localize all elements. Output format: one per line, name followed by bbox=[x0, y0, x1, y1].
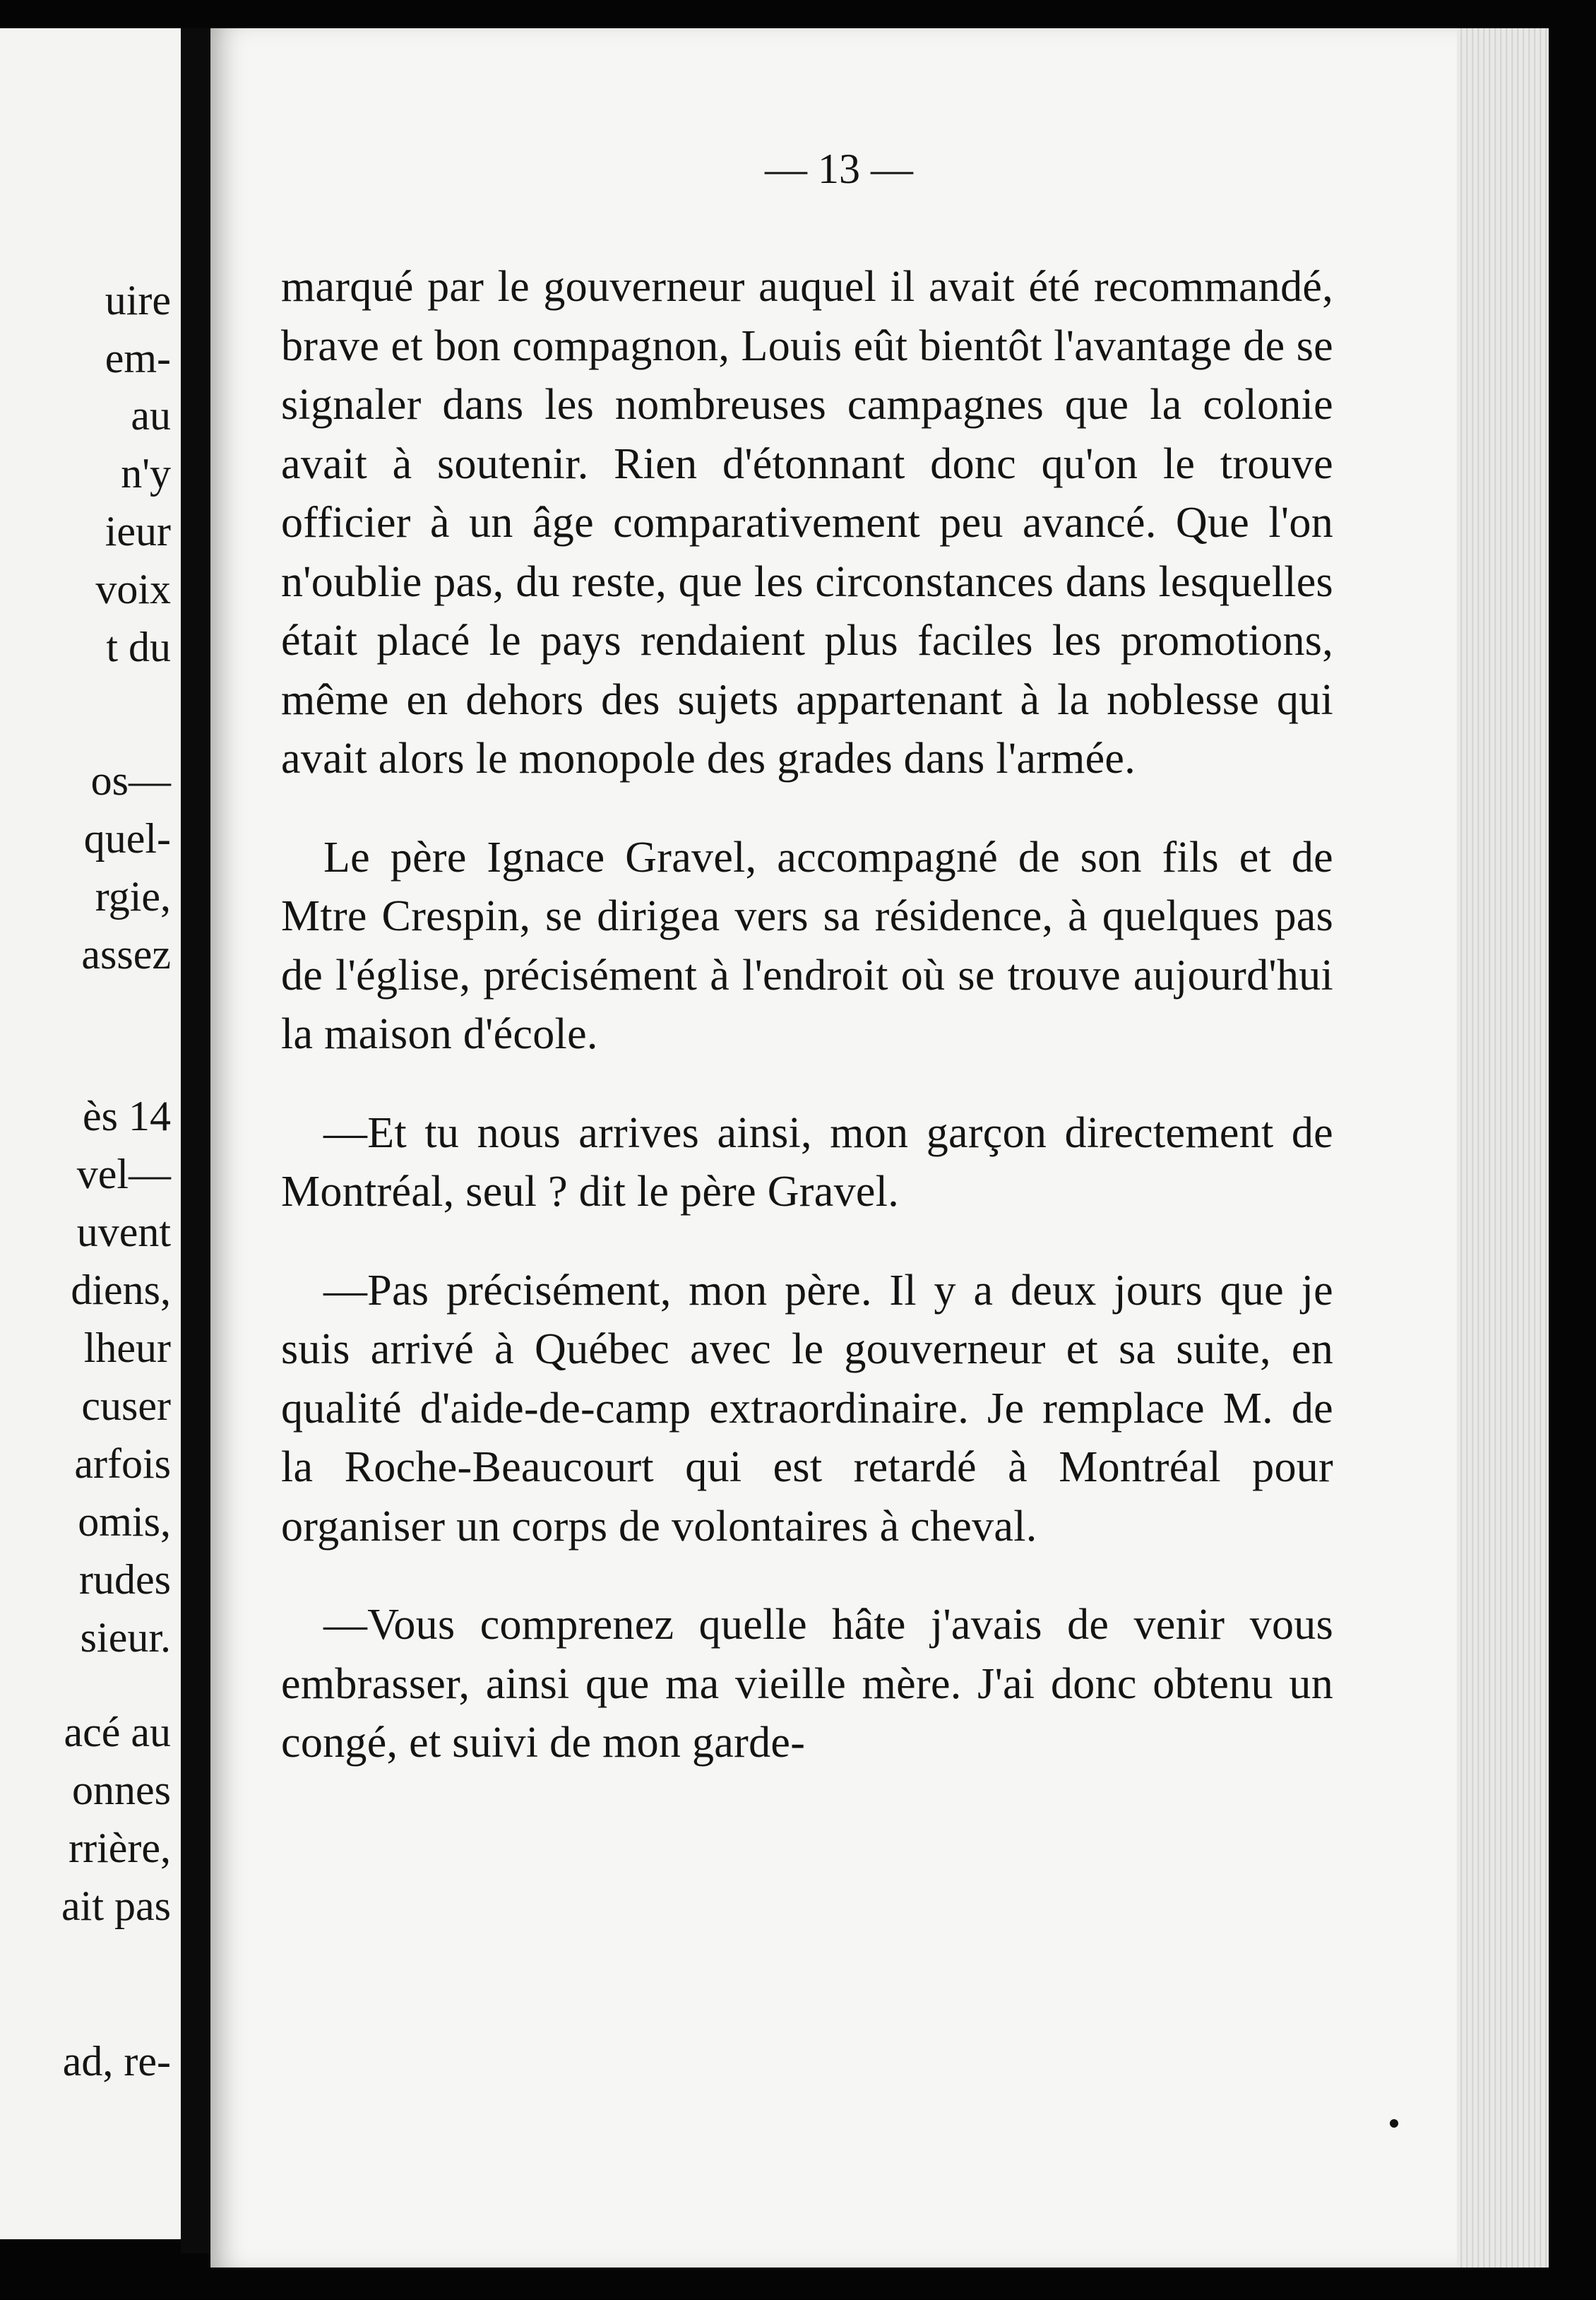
left-page-line: rgie, bbox=[95, 873, 171, 920]
left-page-line: omis, bbox=[78, 1498, 171, 1545]
paragraph: —Vous comprenez quelle hâte j'avais de venir vous embrasser, ainsi que ma vieille mère. J'ai donc obtenu un congé, et suivi de mon garde- bbox=[281, 1601, 1333, 1767]
left-page-line: voix bbox=[95, 566, 171, 612]
paragraph: —Pas précisément, mon père. Il y a deux jours que je suis arrivé à Québec avec le gouverneur et sa suite, en qualité d'aide-de-camp extraordinaire. Je remplace M. de la Roche-Beaucourt qui est retardé à Montréal pour organiser un corps de volontaires à cheval. bbox=[281, 1266, 1333, 1551]
left-page-line: em- bbox=[105, 335, 171, 381]
left-page-line: arfois bbox=[74, 1440, 171, 1487]
left-page-line: assez bbox=[81, 931, 171, 978]
book-gutter bbox=[181, 28, 210, 2253]
left-page-line: lheur bbox=[83, 1324, 171, 1371]
paragraph: —Et tu nous arrives ainsi, mon garçon directement de Montréal, seul ? dit le père Gravel. bbox=[281, 1108, 1333, 1216]
left-page-line: ieur bbox=[105, 508, 171, 555]
left-page-line: cuser bbox=[81, 1382, 171, 1429]
page-number: — 13 — bbox=[765, 146, 913, 192]
page-body bbox=[281, 258, 1333, 1773]
paragraph: Le père Ignace Gravel, accompagné de son fils et de Mtre Crespin, se dirigea vers sa résidence, à quelques pas de l'église, précisément à l'endroit où se trouve aujourd'hui la maison d'école. bbox=[281, 833, 1333, 1058]
left-page-line: ès 14 bbox=[83, 1093, 171, 1139]
left-page-line: au bbox=[131, 392, 171, 439]
page-edge-stack bbox=[1457, 28, 1549, 2268]
left-page-line: rrière, bbox=[69, 1825, 171, 1871]
left-page-line: ad, re- bbox=[62, 2038, 171, 2085]
left-page-line: rudes bbox=[79, 1556, 171, 1603]
left-page-line: diens, bbox=[71, 1267, 171, 1313]
paragraph: marqué par le gouverneur auquel il avait été recommandé, brave et bon compagnon, Louis eût bientôt l'avantage de se signaler dans les nombreuses campagnes que la colonie avait à soutenir. Rien d'étonnant donc qu'on le trouve officier à un âge comparativement peu avancé. Que l'on n'oublie pas, du reste, que les circonstances dans lesquelles était placé le pays rendaient plus faciles les promotions, même en dehors des sujets appartenant à la noblesse qui avait alors le monopole des grades dans l'armée. bbox=[281, 263, 1333, 783]
left-page-line: ait pas bbox=[61, 1883, 171, 1929]
left-page-line: n'y bbox=[121, 450, 171, 497]
left-facing-page bbox=[0, 28, 181, 2239]
left-page-line: os— bbox=[90, 757, 171, 804]
left-page-line: onnes bbox=[72, 1767, 171, 1813]
left-page-line: uire bbox=[105, 277, 171, 324]
left-page-line: uvent bbox=[76, 1209, 171, 1255]
left-page-line: quel- bbox=[83, 815, 171, 862]
left-page-line: vel— bbox=[76, 1151, 171, 1197]
left-page-line: sieur. bbox=[80, 1614, 171, 1661]
ink-speck bbox=[1390, 2119, 1398, 2128]
left-page-line: t du bbox=[106, 624, 171, 670]
right-page bbox=[210, 28, 1549, 2268]
left-page-line: acé au bbox=[64, 1709, 171, 1755]
